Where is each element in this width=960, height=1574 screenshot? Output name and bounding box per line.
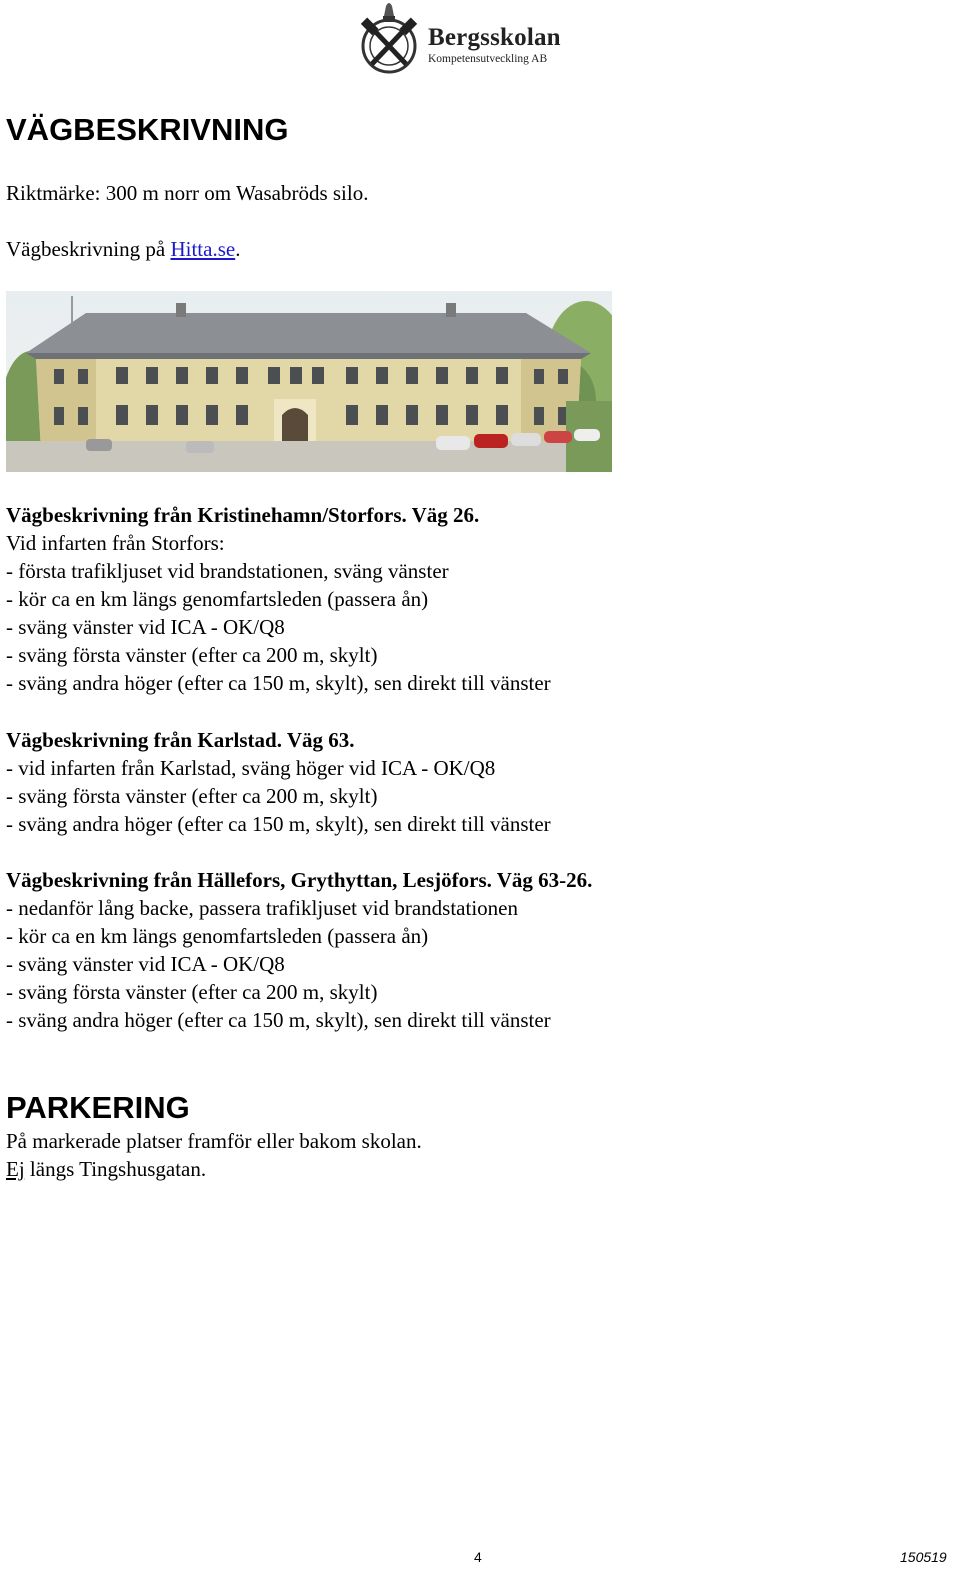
direction-line: - sväng första vänster (efter ca 200 m, skylt)	[6, 980, 378, 1004]
hitta-suffix: .	[235, 237, 241, 261]
direction-line: - sväng andra höger (efter ca 150 m, skylt), sen direkt till vänster	[6, 1008, 551, 1032]
logo-emblem-icon	[356, 2, 422, 80]
document-code: 150519	[900, 1549, 947, 1565]
school-building-photo	[6, 291, 612, 472]
direction-line: - sväng andra höger (efter ca 150 m, skylt), sen direkt till vänster	[6, 671, 551, 695]
direction-line: - kör ca en km längs genomfartsleden (passera ån)	[6, 924, 429, 948]
parking-line-1: På markerade platser framför eller bakom skolan.	[6, 1129, 422, 1153]
parking-line-2	[6, 1155, 206, 1183]
hitta-prefix: Vägbeskrivning på	[6, 237, 171, 261]
direction-line: - sväng första vänster (efter ca 200 m, skylt)	[6, 784, 378, 808]
direction-line: - nedanför lång backe, passera trafikljuset vid brandstationen	[6, 896, 518, 920]
section-title: Vägbeskrivning från Kristinehamn/Storfors. Väg 26.	[6, 503, 480, 527]
direction-line: - första trafikljuset vid brandstationen, sväng vänster	[6, 559, 449, 583]
parking-underlined-word: Ej	[6, 1157, 25, 1181]
hitta-line	[6, 235, 240, 263]
direction-line: - sväng första vänster (efter ca 200 m, skylt)	[6, 643, 378, 667]
direction-line: - sväng andra höger (efter ca 150 m, skylt), sen direkt till vänster	[6, 812, 551, 836]
logo-subtitle: Kompetensutveckling AB	[428, 53, 548, 65]
parking-line-2-rest: längs Tingshusgatan.	[24, 1157, 207, 1181]
section-title: Vägbeskrivning från Karlstad. Väg 63.	[6, 728, 355, 752]
logo-name: Bergsskolan	[428, 24, 561, 51]
heading-directions: VÄGBESKRIVNING	[6, 112, 289, 147]
direction-line: - vid infarten från Karlstad, sväng höger vid ICA - OK/Q8	[6, 756, 496, 780]
direction-line: - kör ca en km längs genomfartsleden (passera ån)	[6, 587, 429, 611]
section-title: Vägbeskrivning från Hällefors, Grythyttan, Lesjöfors. Väg 63-26.	[6, 868, 593, 892]
landmark-text: Riktmärke: 300 m norr om Wasabröds silo.	[6, 181, 369, 205]
company-logo	[356, 2, 572, 80]
heading-parking: PARKERING	[6, 1090, 190, 1125]
direction-line: - sväng vänster vid ICA - OK/Q8	[6, 615, 285, 639]
direction-line: Vid infarten från Storfors:	[6, 531, 225, 555]
direction-line: - sväng vänster vid ICA - OK/Q8	[6, 952, 285, 976]
hitta-link[interactable]: Hitta.se	[170, 237, 236, 261]
page-number: 4	[474, 1549, 482, 1565]
